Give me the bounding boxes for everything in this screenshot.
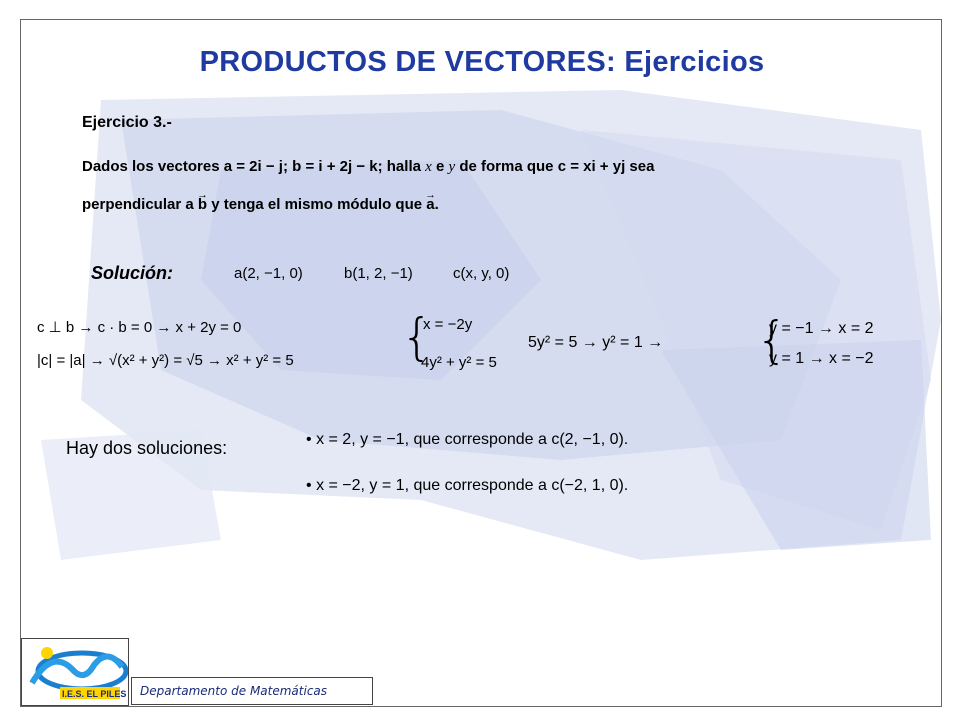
problem-text-1c: e <box>435 158 445 175</box>
solution-label: Solución: <box>91 263 173 283</box>
school-logo <box>21 638 129 706</box>
bullet-icon: • <box>306 477 312 494</box>
equation-solve: 5y² = 5 → y² = 1 → <box>528 334 664 351</box>
cases-brace: { <box>756 311 788 369</box>
equation-modulus: |c| = |a| → √(x² + y²) = √5 → x² + y² = 5 <box>37 352 294 369</box>
department-label: Departamento de Matemáticas <box>131 677 373 705</box>
problem-line-2: perpendicular a → b y tenga el mismo módulo que → a. <box>82 196 439 213</box>
problem-vector-a-ref: → a <box>426 196 434 213</box>
problem-vector-a: a = 2i − j; <box>223 158 288 175</box>
answer-1-text: x = 2, y = −1, que corresponde a c(2, −1, 0). <box>316 431 629 448</box>
problem-text-1a: Dados los vectores <box>82 158 220 175</box>
problem-text-1e: sea <box>629 158 655 175</box>
problem-var-y: y <box>448 159 456 175</box>
problem-var-x: x <box>425 159 432 175</box>
system-eq-2: 4y² + y² = 5 <box>421 354 497 371</box>
exercise-label: Ejercicio 3.- <box>82 114 172 131</box>
slide <box>20 19 942 707</box>
logo-graphic <box>22 639 128 705</box>
problem-text-1b: halla <box>386 158 421 175</box>
given-vector-c: c(x, y, 0) <box>453 265 510 282</box>
given-vector-b: b(1, 2, −1) <box>344 265 413 282</box>
problem-vector-b-ref: → b <box>198 196 207 213</box>
system-eq-1: x = −2y <box>423 316 473 333</box>
problem-vector-b: b = i + 2j − k; <box>292 158 383 175</box>
problem-text-2a: perpendicular a <box>82 196 194 213</box>
page-title: PRODUCTOS DE VECTORES: Ejercicios <box>199 46 765 78</box>
problem-text-1d: de forma que <box>459 158 554 175</box>
system-brace: { <box>401 308 433 366</box>
case-2: y = 1 → x = −2 <box>769 350 874 367</box>
given-vector-a: a(2, −1, 0) <box>234 265 303 282</box>
two-solutions-label: Hay dos soluciones: <box>66 438 228 458</box>
logo-text: I.E.S. EL PILES <box>62 689 127 699</box>
problem-text-2b: y tenga el mismo módulo que <box>211 196 423 213</box>
problem-line-1 <box>82 158 654 176</box>
problem-vector-c: c = xi + yj <box>557 158 626 175</box>
equation-perpendicular: c ⊥ b → c · b = 0 → x + 2y = 0 <box>37 319 242 336</box>
bullet-icon: • <box>306 431 312 448</box>
case-1: y = −1 → x = 2 <box>769 320 874 337</box>
answer-2-text: x = −2, y = 1, que corresponde a c(−2, 1, 0). <box>316 477 629 494</box>
answer-1 <box>306 431 628 449</box>
answer-2 <box>306 477 628 495</box>
